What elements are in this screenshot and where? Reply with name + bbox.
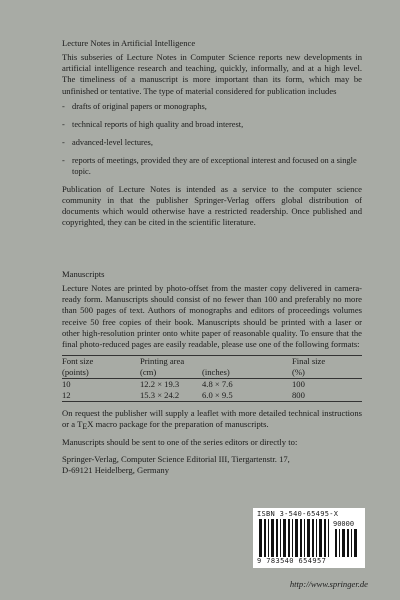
- list-item: - reports of meetings, provided they are of exceptional interest and focused on a single topic.: [62, 155, 357, 176]
- publisher-url[interactable]: http://www.springer.de: [289, 579, 368, 589]
- manuscripts-body: Lecture Notes are printed by photo-offset from the master copy delivered in camera-ready form. Manuscripts should consist of no fewer than 100 and preferably no more than 500 pages of text. Authors of monographs and editors of proceedings volumes receive 50 free copies of their book. Manuscripts should be printed with a laser or other high-resolution printer onto white paper of reasonable quality. To ensure that the final photo-reduced pages are easily readable, please use one of the following formats:: [62, 283, 362, 350]
- address-line-1: Springer-Verlag, Computer Science Editorial III, Tiergartenstr. 17,: [62, 453, 290, 464]
- series-intro: This subseries of Lecture Notes in Computer Science reports new developments in artificial intelligence research and teaching, quickly, informally, and at a high level. The timeliness of a manuscript is more important than its form, which may be unfinished or tentative. The type of material considered for publication includes: [62, 52, 362, 96]
- leaflet-paragraph: On request the publisher will supply a leaflet with more detailed technical instructions or a TEX macro package for the preparation of manuscripts.: [62, 408, 362, 432]
- table-header-row: (points) (cm) (inches) (%): [62, 367, 305, 378]
- isbn-barcode: [253, 508, 365, 568]
- series-section: [62, 38, 362, 229]
- list-item: - technical reports of high quality and broad interest,: [62, 119, 244, 129]
- manuscripts-section: [62, 269, 362, 476]
- table-row: 10 12.2 × 19.3 4.8 × 7.6 100: [62, 379, 362, 391]
- tex-e: E: [82, 422, 88, 432]
- isbn-label: ISBN 3-540-65495-X: [257, 510, 339, 518]
- addon-barcode-icon: [335, 529, 359, 557]
- send-paragraph: Manuscripts should be sent to one of the series editors or directly to:: [62, 436, 298, 447]
- ean-digits: 9 783540 654957: [257, 557, 327, 565]
- series-heading: Lecture Notes in Artificial Intelligence: [62, 38, 196, 48]
- table-header-row: Font size Printing area Final size: [62, 356, 362, 368]
- list-item: - drafts of original papers or monographs,: [62, 101, 207, 111]
- publication-paragraph: Publication of Lecture Notes is intended as a service to the computer science community in that the publisher Springer-Verlag offers global distribution of documents which would otherwise have a restricted readership. Once published and copyrighted, they can be cited in the scientific literature.: [62, 183, 362, 228]
- material-list: [62, 101, 362, 177]
- list-item: - advanced-level lectures,: [62, 137, 153, 147]
- manuscripts-heading: Manuscripts: [62, 269, 105, 279]
- barcode-icon: [259, 519, 329, 557]
- format-table: [62, 355, 362, 402]
- addon-code: 90000: [333, 520, 355, 528]
- table-row: 12 15.3 × 24.2 6.0 × 9.5 800: [62, 390, 305, 401]
- address-line-2: D-69121 Heidelberg, Germany: [62, 465, 169, 476]
